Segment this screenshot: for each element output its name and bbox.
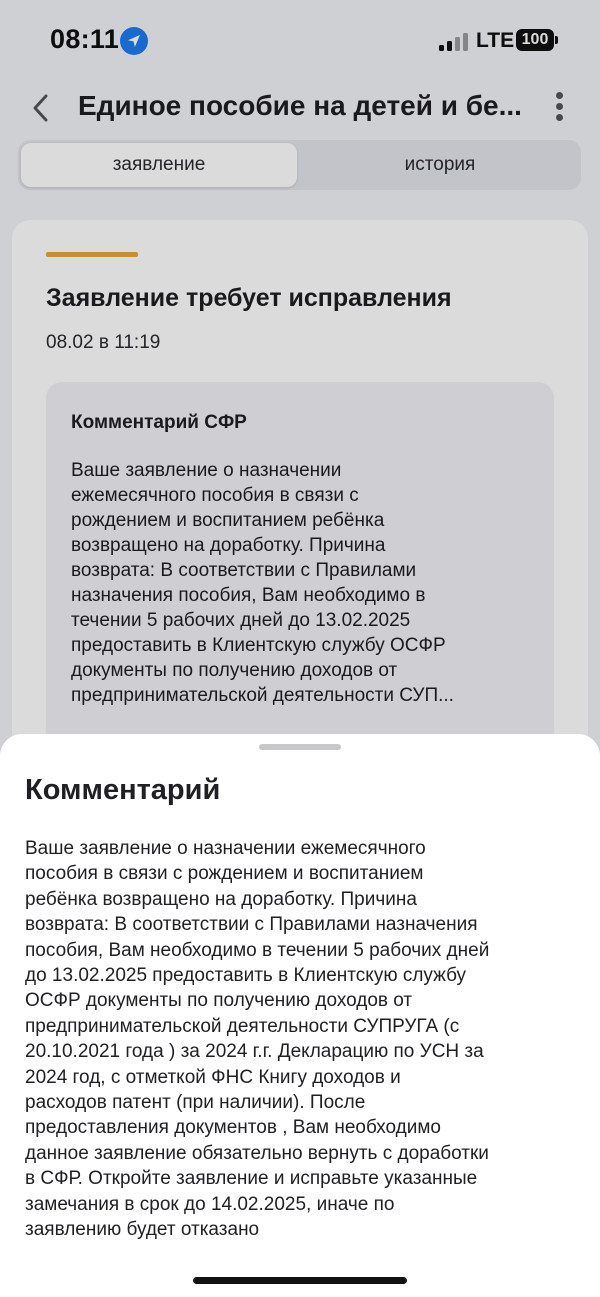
- tab-history[interactable]: история: [404, 154, 476, 175]
- comment-line: возврата: В соответствии с Правилами: [71, 560, 417, 581]
- battery-icon: 100: [516, 29, 554, 51]
- status-date: 08.02 в 11:19: [46, 332, 161, 353]
- comment-line: предпринимательской деятельности СУП...: [71, 685, 454, 706]
- comment-line: предоставить в Клиентскую службу ОСФР: [71, 635, 446, 656]
- sheet-line: пособия, Вам необходимо в течении 5 рабочих дней: [25, 939, 490, 961]
- sheet-comment-text: [25, 836, 585, 1243]
- sheet-line: пособия в связи с рождением и воспитанием: [25, 863, 424, 885]
- sheet-line: возврата: В соответствии с Правилами назначения: [25, 914, 478, 936]
- comment-line: ежемесячного пособия в связи с: [71, 485, 359, 506]
- home-indicator[interactable]: [193, 1277, 407, 1284]
- comment-line: течении 5 рабочих дней до 13.02.2025: [71, 610, 411, 631]
- sheet-line: предпринимательской деятельности СУПРУГА (с: [25, 1015, 460, 1037]
- tab-application[interactable]: заявление: [21, 143, 297, 187]
- sheet-line: заявлению будет отказано: [25, 1219, 260, 1241]
- sheet-line: 2024 год, с отметкой ФНС Книгу доходов и: [25, 1066, 401, 1088]
- comment-line: Ваше заявление о назначении: [71, 460, 342, 481]
- comment-line: назначения пособия, Вам необходимо в: [71, 585, 426, 606]
- comment-heading: Комментарий СФР: [71, 412, 247, 433]
- sheet-line: 20.10.2021 года ) за 2024 г.г. Декларацию по УСН за: [25, 1041, 484, 1063]
- sheet-line: в СФР. Откройте заявление и исправьте указанные: [25, 1168, 478, 1190]
- sheet-line: расходов патент (при наличии). После: [25, 1092, 366, 1114]
- status-time: 08:11: [50, 24, 120, 54]
- comment-line: рождением и воспитанием ребёнка: [71, 510, 385, 531]
- page-title: Единое пособие на детей и бе...: [78, 90, 522, 121]
- sheet-line: ребёнка возвращено на доработку. Причина: [25, 888, 417, 910]
- sheet-drag-handle[interactable]: [259, 744, 341, 750]
- comment-bottom-sheet: [0, 734, 600, 1297]
- network-type: LTE: [476, 29, 515, 52]
- status-title: Заявление требует исправления: [46, 284, 452, 312]
- sheet-line: ОСФР документы по получению доходов от: [25, 990, 413, 1012]
- sheet-title: Комментарий: [25, 774, 221, 806]
- sheet-line: предоставления документов , Вам необходимо: [25, 1117, 441, 1139]
- comment-line: документы по получению доходов от: [71, 660, 398, 681]
- sheet-line: Ваше заявление о назначении ежемесячного: [25, 838, 426, 859]
- sheet-line: до 13.02.2025 предоставить в Клиентскую службу: [25, 965, 467, 987]
- sheet-line: замечания в срок до 14.02.2025, иначе по: [25, 1193, 395, 1215]
- comment-line: возвращено на доработку. Причина: [71, 535, 386, 556]
- sheet-line: данное заявление обязательно вернуть с доработки: [25, 1142, 489, 1164]
